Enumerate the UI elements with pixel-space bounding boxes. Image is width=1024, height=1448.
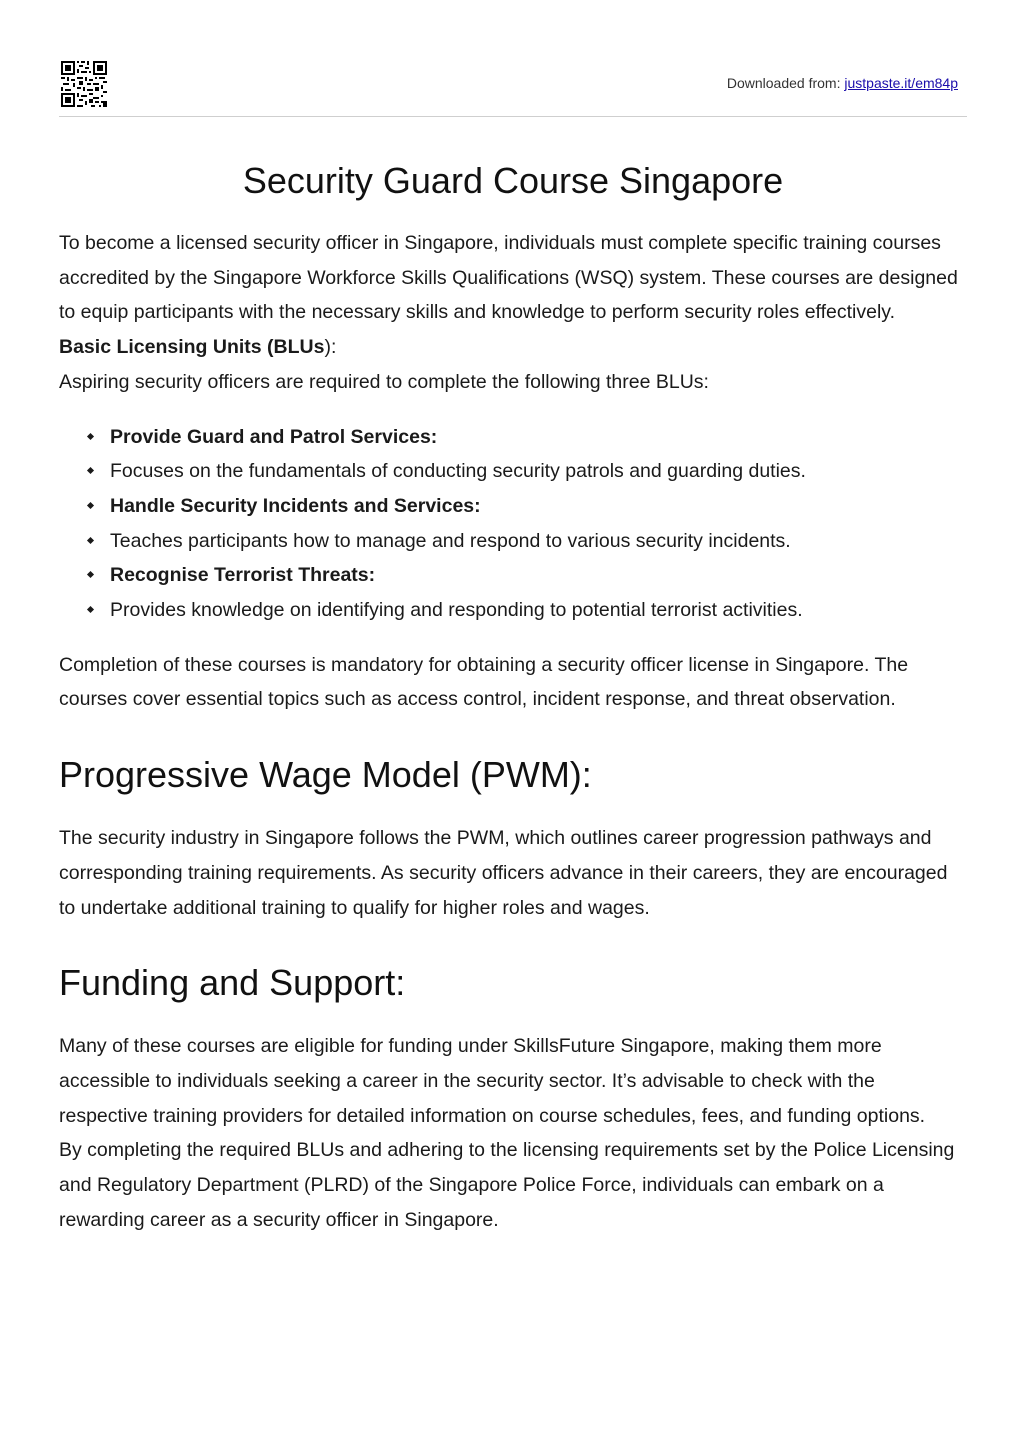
list-item: Teaches participants how to manage and respond to various security incidents. (59, 524, 967, 559)
pwm-paragraph: The security industry in Singapore follows the PWM, which outlines career progression pathways and corresponding training requirements. As security officers advance in their careers, they are encouraged to undertake additional training to qualify for higher roles and wages. (59, 827, 948, 919)
document-body (59, 226, 967, 1237)
list-item: Recognise Terrorist Threats: (59, 558, 967, 593)
download-source (727, 75, 958, 91)
blu-heading (59, 330, 967, 365)
blu-heading-bold: Basic Licensing Units (BLUs (59, 336, 325, 359)
page-header (59, 0, 967, 117)
list-item: Focuses on the fundamentals of conducting security patrols and guarding duties. (59, 454, 967, 489)
document-page (59, 0, 967, 1231)
funding-paragraph-1: Many of these courses are eligible for funding under SkillsFuture Singapore, making them more accessible to individuals seeking a career in the security sector. It’s advisable to check with the respective training providers for detailed information on course schedules, fees, and funding options. (59, 1035, 926, 1127)
funding-paragraph-2: By completing the required BLUs and adhering to the licensing requirements set by the Police Licensing and Regulatory Department (PLRD) of the Singapore Police Force, individuals can embark on a rewarding career as a security officer in Singapore. (59, 1139, 955, 1231)
blu-intro: Aspiring security officers are required to complete the following three BLUs: (59, 370, 709, 393)
list-item: Provide Guard and Patrol Services: (59, 420, 967, 455)
funding-heading: Funding and Support: (59, 962, 406, 1004)
source-link[interactable]: justpaste.it/em84p (844, 75, 958, 91)
pwm-heading: Progressive Wage Model (PWM): (59, 754, 592, 796)
list-item: Provides knowledge on identifying and responding to potential terrorist activities. (59, 593, 967, 628)
intro-paragraph: To become a licensed security officer in Singapore, individuals must complete specific training courses accredited by the Singapore Workforce Skills Qualifications (WSQ) system. These courses are designed to equip participants with the necessary skills and knowledge to perform security roles effectively. (59, 232, 958, 324)
page-title: Security Guard Course Singapore (242, 160, 784, 201)
downloaded-label: Downloaded from: (726, 75, 845, 91)
blu-heading-rest: ): (324, 336, 337, 359)
blu-list (59, 420, 967, 628)
list-item: Handle Security Incidents and Services: (59, 489, 967, 524)
completion-paragraph: Completion of these courses is mandatory for obtaining a security officer license in Singapore. The courses cover essential topics such as access control, incident response, and threat observation. (59, 653, 909, 711)
qr-code-icon (61, 61, 107, 107)
